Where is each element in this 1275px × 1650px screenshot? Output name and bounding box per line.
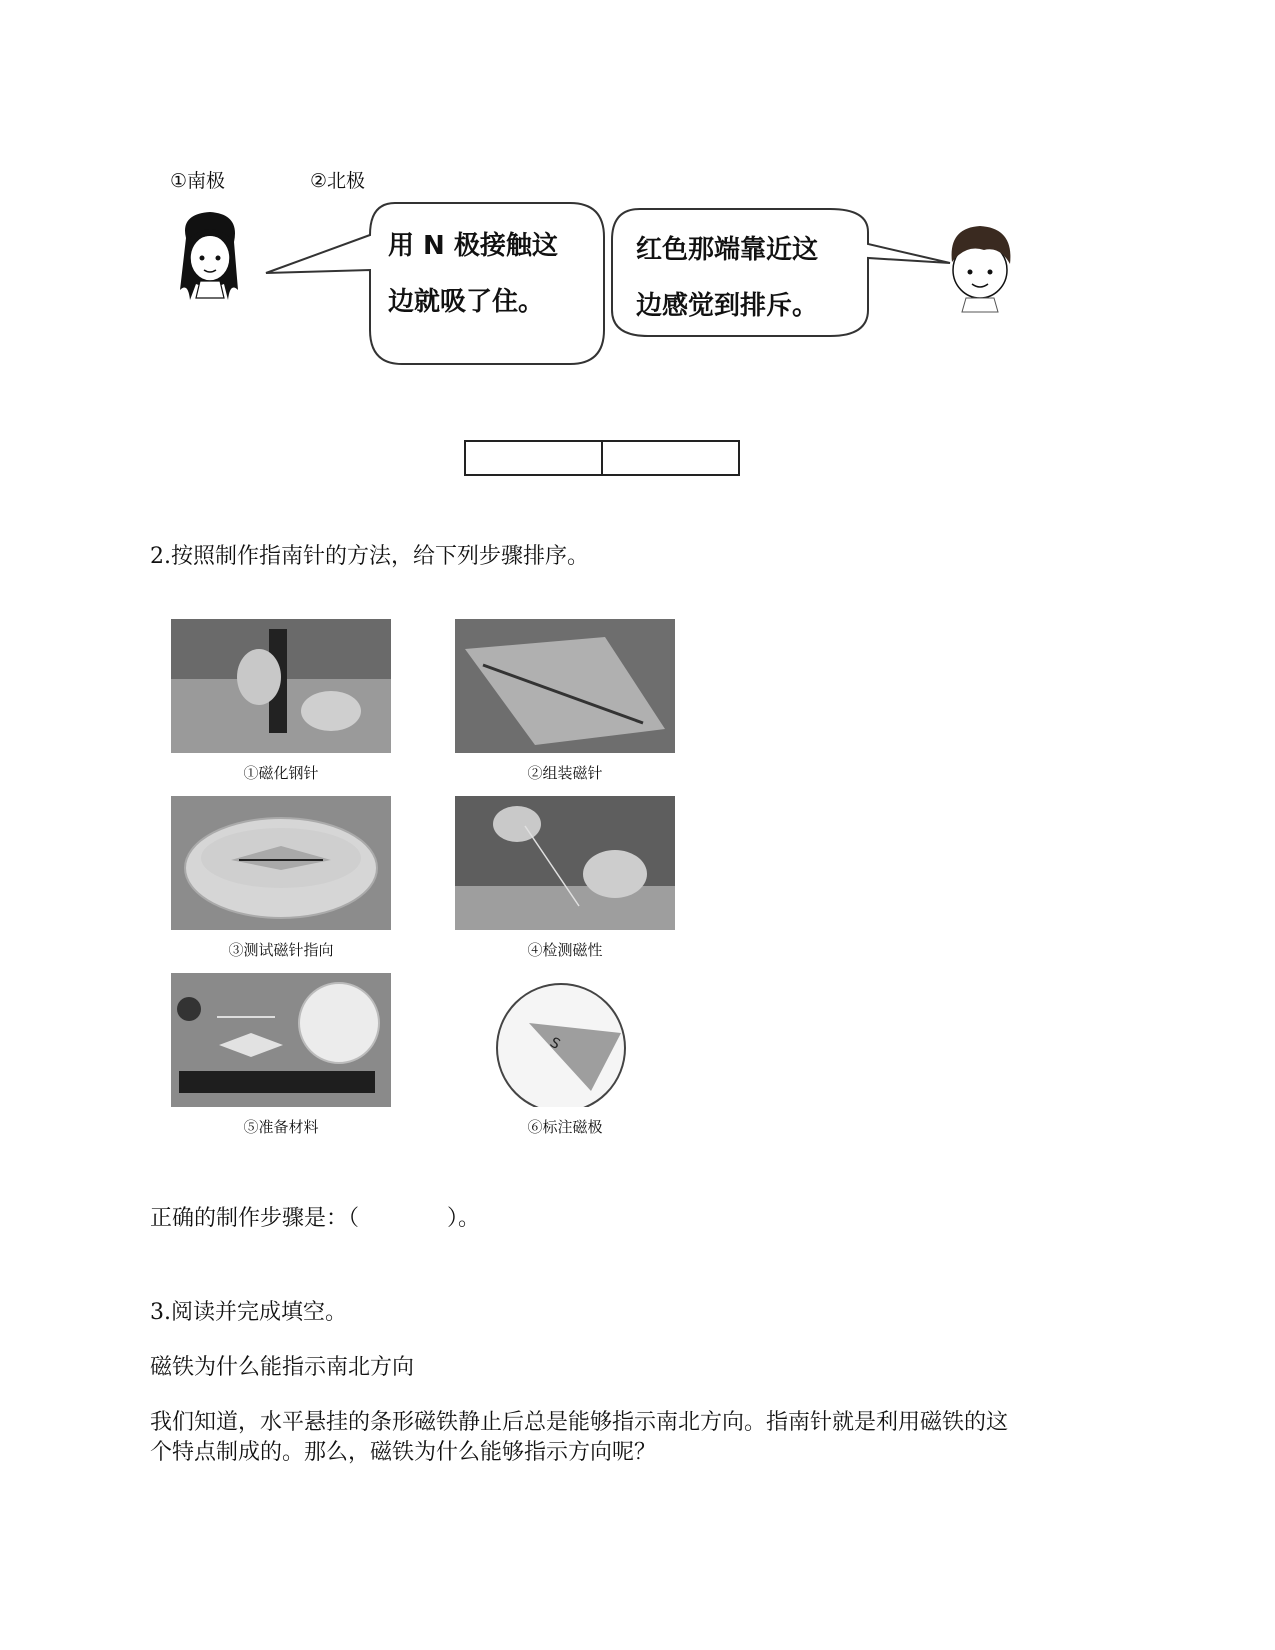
photo-check-magnetism [455, 796, 675, 930]
q3-paragraph [150, 1408, 1150, 1468]
right-bubble-line1: 红色那端靠近这 [636, 235, 819, 265]
left-bubble-line1: 用 N 极接触这 [388, 231, 558, 261]
right-bubble-line2: 边感觉到排斥。 [636, 291, 819, 321]
caption-4: ④检测磁性 [527, 941, 603, 959]
left-bubble-text [388, 218, 558, 330]
boy-icon [952, 226, 1011, 312]
caption-2: ②组装磁针 [527, 764, 603, 782]
right-bubble-text [636, 222, 818, 334]
answer-box[interactable] [464, 440, 740, 476]
option-north-pole: ②北极 [310, 170, 366, 192]
photo-magnetize-needle [171, 619, 391, 753]
caption-6: ⑥标注磁极 [527, 1118, 603, 1136]
caption-5: ⑤准备材料 [243, 1118, 319, 1136]
photo-test-direction [171, 796, 391, 930]
q3-prompt: 3.阅读并完成填空。 [150, 1300, 347, 1325]
caption-3: ③测试磁针指向 [228, 941, 334, 959]
answer-cell-right[interactable] [601, 442, 738, 474]
q3-paragraph-line2: 个特点制成的。那么，磁铁为什么能够指示方向呢？ [150, 1440, 657, 1465]
svg-text:S: S [547, 1034, 563, 1053]
photo-assemble-needle [455, 619, 675, 753]
q2-answer-prompt[interactable]: 正确的制作步骤是：（ ）。 [150, 1206, 481, 1231]
answer-cell-left[interactable] [466, 442, 601, 474]
q3-heading: 磁铁为什么能指示南北方向 [150, 1355, 415, 1380]
caption-1: ①磁化钢针 [243, 764, 319, 782]
q2-prompt: 2.按照制作指南针的方法，给下列步骤排序。 [150, 544, 589, 569]
photo-prepare-materials [171, 973, 391, 1107]
q3-paragraph-line1: 我们知道，水平悬挂的条形磁铁静止后总是能够指示南北方向。指南针就是利用磁铁的这 [150, 1410, 1009, 1435]
left-bubble-line2: 边就吸了住。 [388, 287, 545, 317]
option-south-pole: ①南极 [170, 170, 226, 192]
dialogue-illustration [0, 0, 1275, 400]
girl-icon [180, 212, 238, 300]
photo-label-poles [455, 973, 675, 1107]
